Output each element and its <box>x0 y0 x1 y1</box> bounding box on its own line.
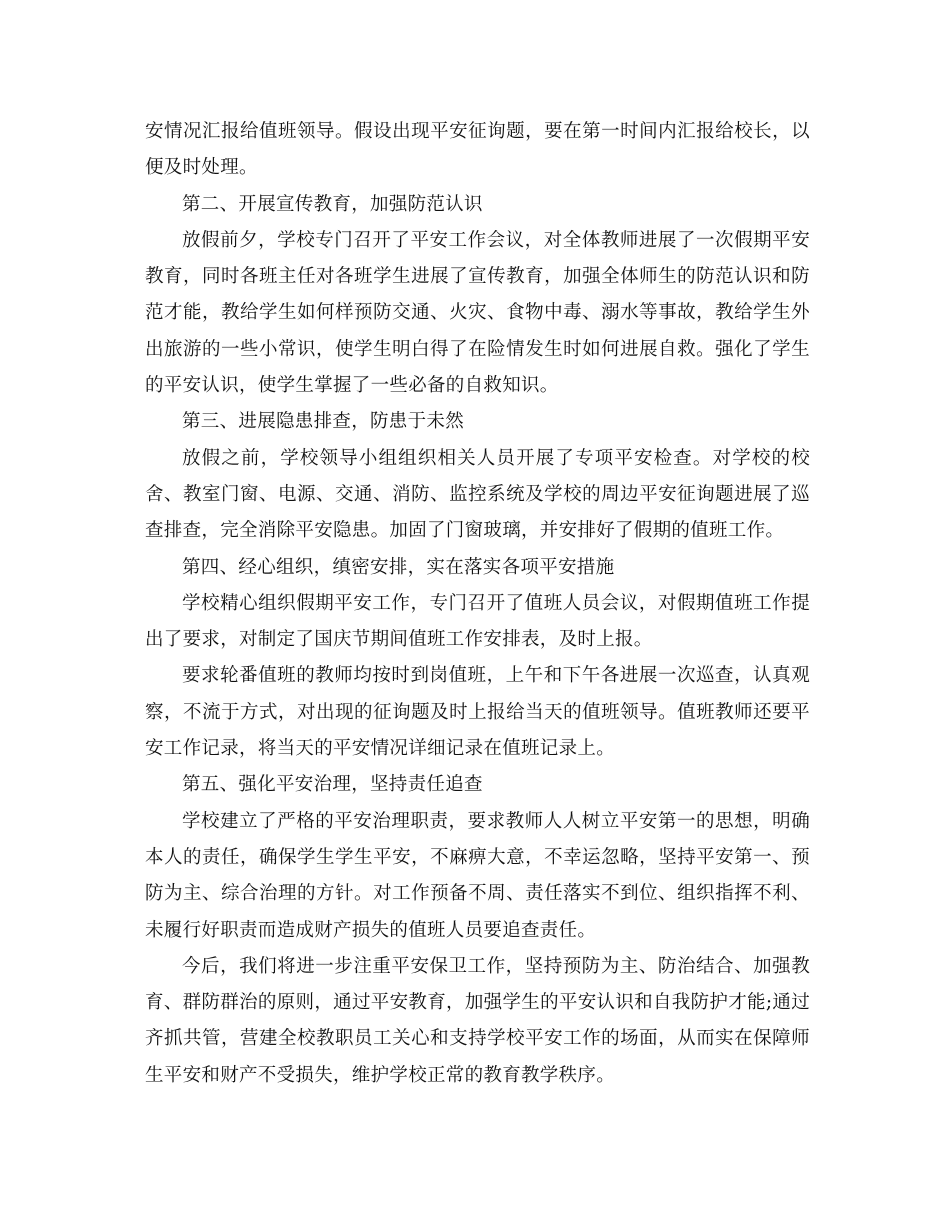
section-heading-2: 第二、开展宣传教育，加强防范认识 <box>182 193 483 215</box>
section-heading-5: 第五、强化平安治理，坚持责任追查 <box>182 774 483 796</box>
paragraph: 要求轮番值班的教师均按时到岗值班，上午和下午各进展一次巡查，认真观察，不流于方式，对出现的征询题及时上报给当天的值班领导。值班教师还要平安工作记录，将当天的平安情况详细记录在值班记录上。 <box>145 665 810 760</box>
paragraph: 学校建立了严格的平安治理职责，要求教师人人树立平安第一的思想，明确本人的责任，确保学生学生平安，不麻痹大意，不幸运忽略，坚持平安第一、预防为主、综合治理的方针。对工作预备不周、责任落实不到位、组织指挥不利、未履行好职责而造成财产损失的值班人员要追查责任。 <box>145 810 810 941</box>
document-body <box>145 114 810 1094</box>
paragraph: 今后，我们将进一步注重平安保卫工作，坚持预防为主、防治结合、加强教育、群防群治的原则，通过平安教育，加强学生的平安认识和自我防护才能;通过齐抓共管，营建全校教职员工关心和支持学校平安工作的场面，从而实在保障师生平安和财产不受损失，维护学校正常的教育教学秩序。 <box>145 955 810 1086</box>
paragraph: 放假之前，学校领导小组组织相关人员开展了专项平安检查。对学校的校舍、教室门窗、电源、交通、消防、监控系统及学校的周边平安征询题进展了巡查排查，完全消除平安隐患。加固了门窗玻璃，并安排好了假期的值班工作。 <box>145 447 810 542</box>
paragraph-continued: 安情况汇报给值班领导。假设出现平安征询题，要在第一时间内汇报给校长，以便及时处理。 <box>145 121 810 179</box>
paragraph: 学校精心组织假期平安工作，专门召开了值班人员会议，对假期值班工作提出了要求，对制定了国庆节期间值班工作安排表，及时上报。 <box>145 592 810 651</box>
paragraph: 放假前夕，学校专门召开了平安工作会议，对全体教师进展了一次假期平安教育，同时各班主任对各班学生进展了宣传教育，加强全体师生的防范认识和防范才能，教给学生如何样预防交通、火灾、食物中毒、溺水等事故，教给学生外出旅游的一些小常识，使学生明白得了在险情发生时如何进展自救。强化了学生的平安认识，使学生掌握了一些必备的自救知识。 <box>145 229 810 397</box>
section-heading-4: 第四、经心组织，缜密安排，实在落实各项平安措施 <box>182 556 615 578</box>
section-heading-3: 第三、进展隐患排查，防患于未然 <box>182 411 465 433</box>
